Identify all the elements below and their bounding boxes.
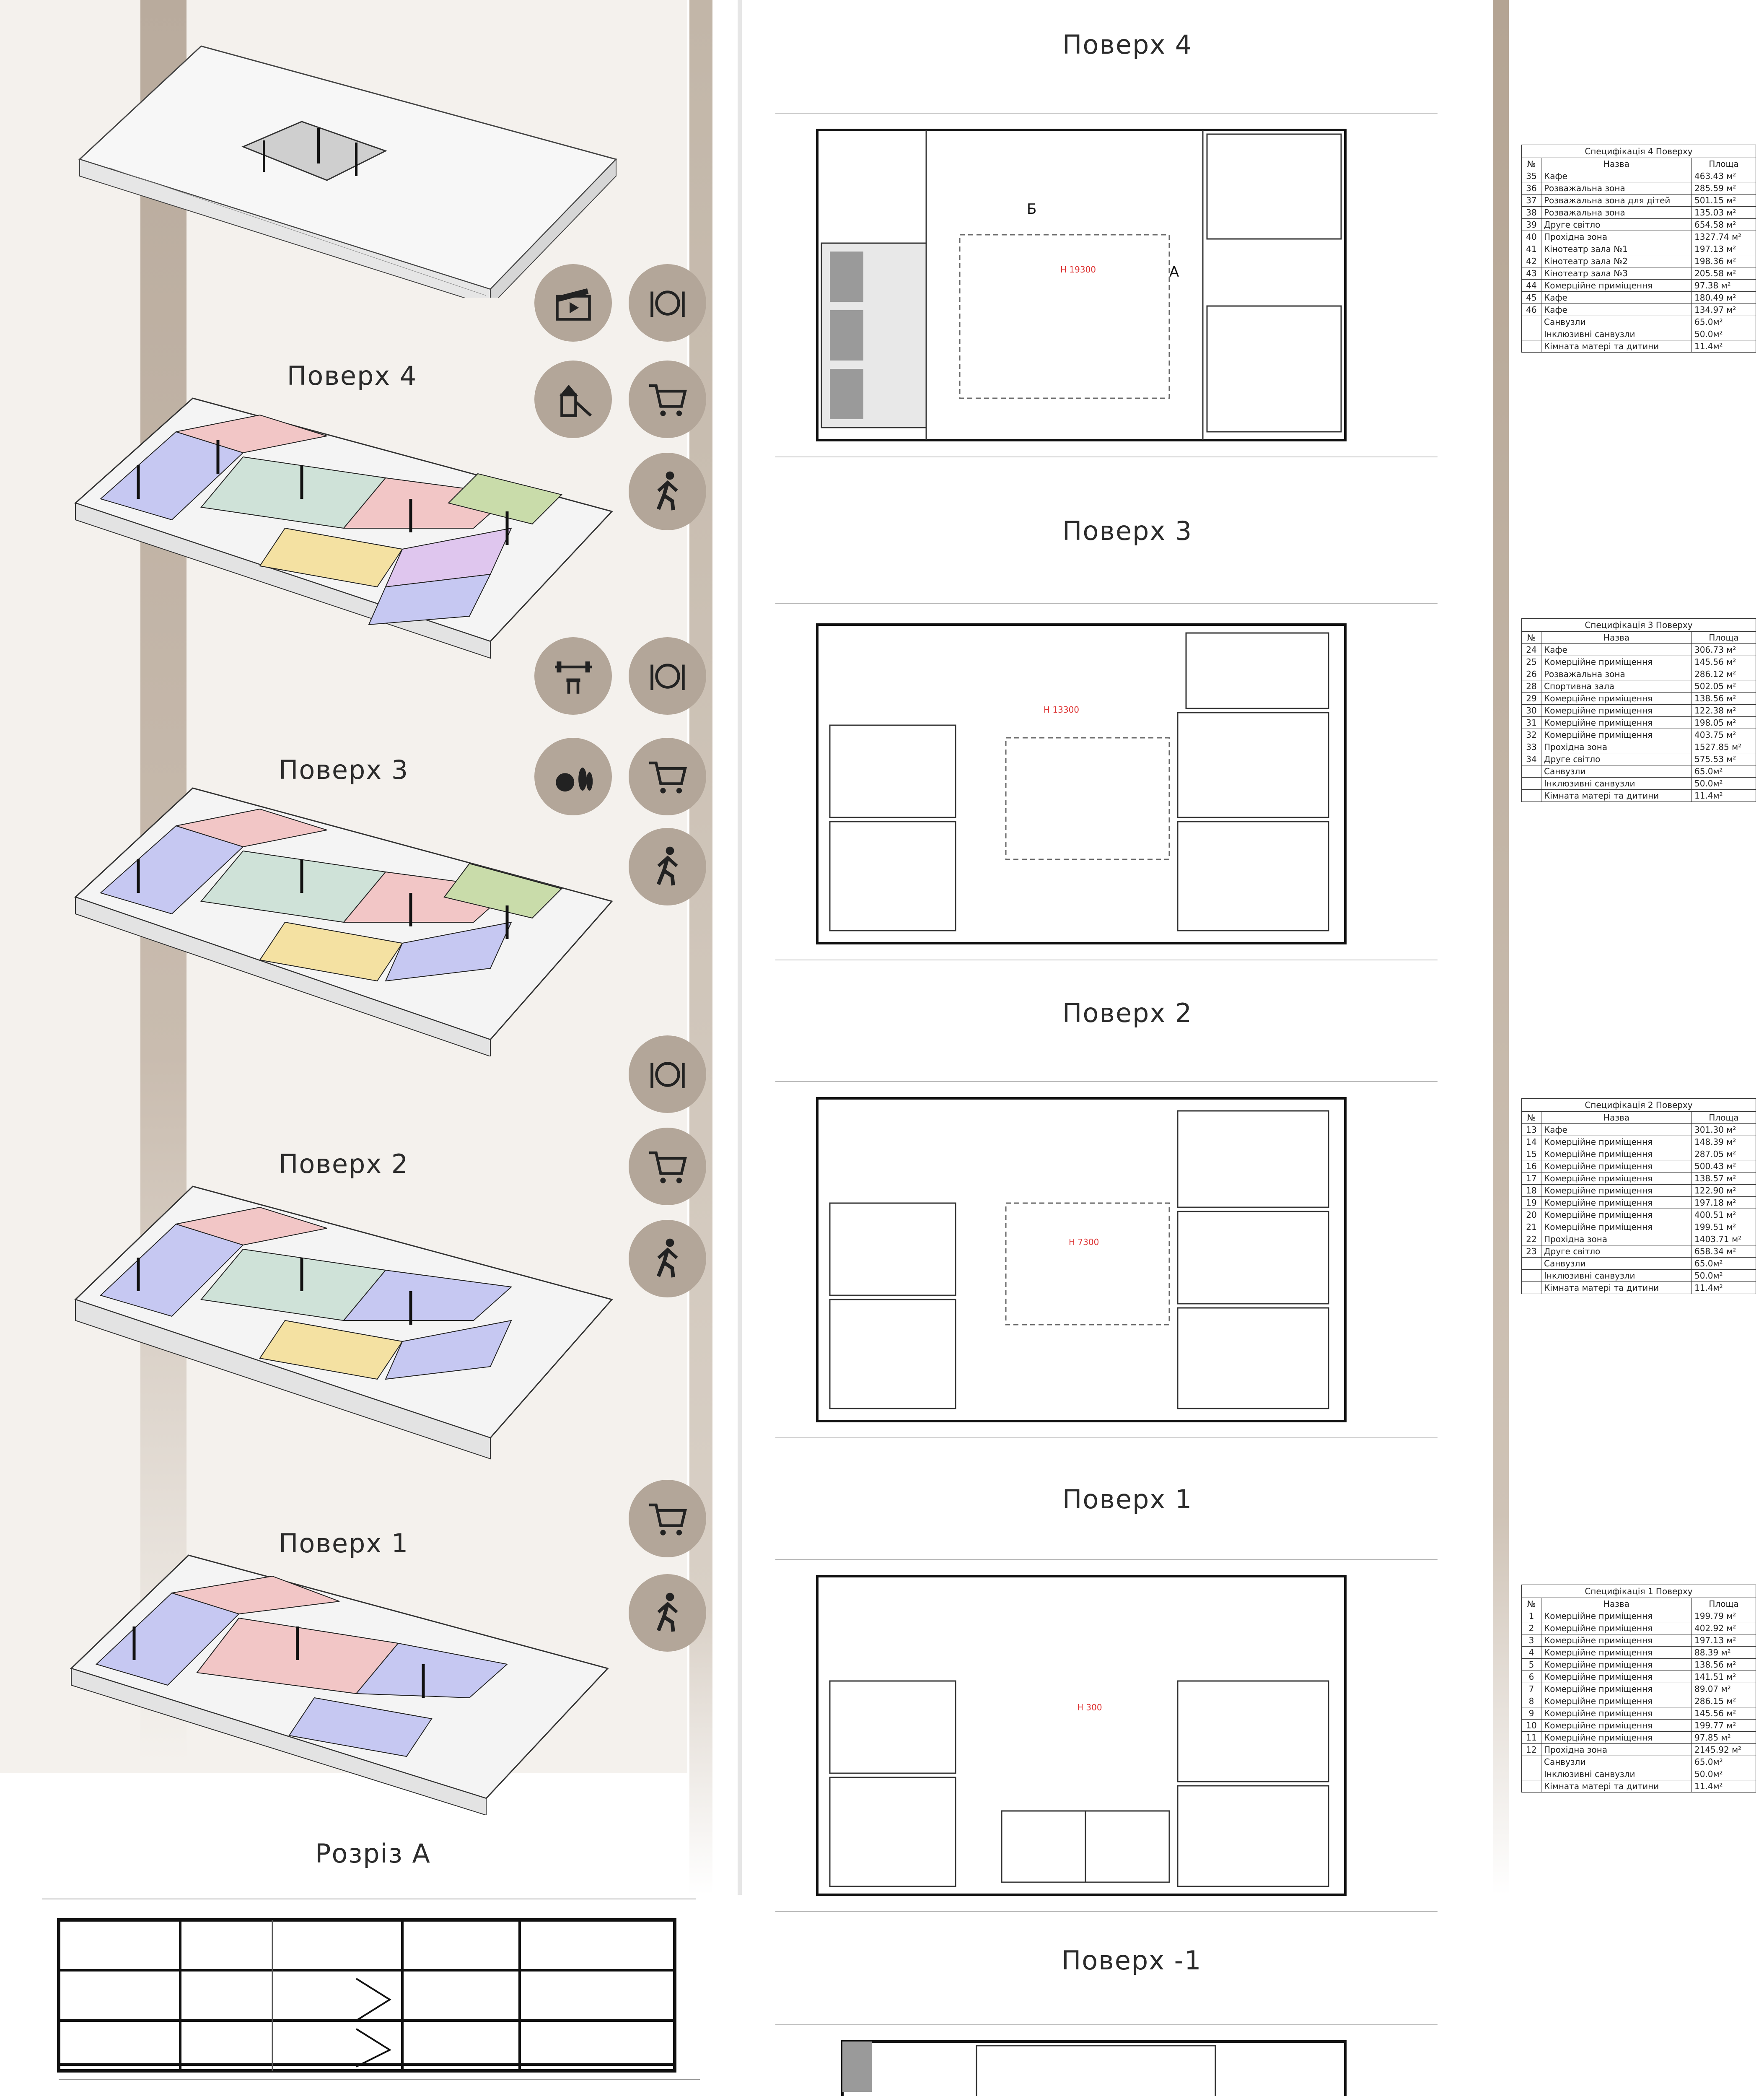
spec-number — [1522, 1768, 1541, 1780]
spec-area: 1327.74 м² — [1692, 231, 1756, 243]
spec-area: 197.13 м² — [1692, 243, 1756, 255]
spec-row — [1522, 316, 1756, 328]
spec-row — [1522, 753, 1756, 765]
spec-name: Комерційне приміщення — [1541, 1707, 1692, 1720]
spec-name: Інклюзивні санвузли — [1541, 778, 1692, 790]
spec-row — [1522, 717, 1756, 729]
section-a-drawing — [38, 1874, 700, 2096]
spec-area: 400.51 м² — [1692, 1209, 1756, 1221]
roof-axonometric — [67, 38, 637, 298]
section-a-title: Розріз А — [315, 1838, 431, 1869]
spec-row — [1522, 170, 1756, 182]
spec-name: Санвузли — [1541, 316, 1692, 328]
spec-name: Інклюзивні санвузли — [1541, 1270, 1692, 1282]
spec-name: Друге світло — [1541, 1245, 1692, 1258]
spec-number: 40 — [1522, 231, 1541, 243]
spec-header: Назва — [1541, 632, 1692, 644]
spec-row — [1522, 1209, 1756, 1221]
spec-header: Площа — [1692, 1112, 1756, 1124]
spec-area: 50.0м² — [1692, 1768, 1756, 1780]
spec-area: 134.97 м² — [1692, 304, 1756, 316]
spec-area: 199.77 м² — [1692, 1720, 1756, 1732]
spec-row — [1522, 680, 1756, 693]
spec-row — [1522, 1258, 1756, 1270]
spec-number: 31 — [1522, 717, 1541, 729]
spec-name: Кінотеатр зала №1 — [1541, 243, 1692, 255]
kids-playground-icon — [534, 361, 612, 438]
spec-number: 22 — [1522, 1233, 1541, 1245]
spec-number: 42 — [1522, 255, 1541, 267]
floor4-spec-rows — [1522, 170, 1756, 353]
spec-row — [1522, 1720, 1756, 1732]
spec-number — [1522, 1282, 1541, 1294]
spec-area: 286.12 м² — [1692, 668, 1756, 680]
spec-area: 180.49 м² — [1692, 292, 1756, 304]
shopping-cart-icon — [629, 738, 706, 815]
spec-number: 33 — [1522, 741, 1541, 753]
spec-row — [1522, 1780, 1756, 1792]
spec-name: Прохідна зона — [1541, 231, 1692, 243]
spec-area: 138.56 м² — [1692, 1659, 1756, 1671]
spec-name: Кімната матері та дитини — [1541, 340, 1692, 353]
plan-floor1-title: Поверх 1 — [1062, 1484, 1193, 1515]
spec-row — [1522, 1282, 1756, 1294]
spec-name: Санвузли — [1541, 1756, 1692, 1768]
spec-row — [1522, 790, 1756, 802]
spec-name: Комерційне приміщення — [1541, 1634, 1692, 1647]
spec-row — [1522, 231, 1756, 243]
spec-area: 65.0м² — [1692, 316, 1756, 328]
spec-area: 197.13 м² — [1692, 1634, 1756, 1647]
iso-floor4-title: Поверх 4 — [287, 361, 417, 391]
spec-name: Комерційне приміщення — [1541, 1659, 1692, 1671]
spec-row — [1522, 304, 1756, 316]
spec-name: Комерційне приміщення — [1541, 280, 1692, 292]
spec-area: 50.0м² — [1692, 778, 1756, 790]
spec-area: 500.43 м² — [1692, 1160, 1756, 1173]
plan-floor4-title: Поверх 4 — [1062, 29, 1193, 60]
spec-number: 19 — [1522, 1197, 1541, 1209]
spec-area: 658.34 м² — [1692, 1245, 1756, 1258]
spec-area: 97.38 м² — [1692, 280, 1756, 292]
spec-number: 13 — [1522, 1124, 1541, 1136]
spec-name: Комерційне приміщення — [1541, 1197, 1692, 1209]
spec-number: 3 — [1522, 1634, 1541, 1647]
floor4-spec-caption: Специфікація 4 Поверху — [1521, 145, 1756, 158]
spec-number: 7 — [1522, 1683, 1541, 1695]
spec-header: Площа — [1692, 1598, 1756, 1610]
spec-number: 12 — [1522, 1744, 1541, 1756]
spec-area: 65.0м² — [1692, 765, 1756, 778]
spec-number — [1522, 790, 1541, 802]
spec-number — [1522, 1258, 1541, 1270]
spec-area: 2145.92 м² — [1692, 1744, 1756, 1756]
spec-number — [1522, 340, 1541, 353]
spec-number: 41 — [1522, 243, 1541, 255]
spec-area: 198.05 м² — [1692, 717, 1756, 729]
floor1-height-mark: Н 300 — [1077, 1702, 1102, 1712]
spec-row — [1522, 765, 1756, 778]
floor1-spec-rows — [1522, 1610, 1756, 1792]
walking-person-icon — [629, 453, 706, 530]
spec-number: 14 — [1522, 1136, 1541, 1148]
floor3-axonometric — [67, 780, 620, 1056]
spec-header: Площа — [1692, 158, 1756, 170]
spec-number: 20 — [1522, 1209, 1541, 1221]
spec-header: № — [1522, 1598, 1541, 1610]
spec-row — [1522, 705, 1756, 717]
spec-area: 286.15 м² — [1692, 1695, 1756, 1707]
spec-area: 285.59 м² — [1692, 182, 1756, 195]
spec-name: Комерційне приміщення — [1541, 1695, 1692, 1707]
food-plate-icon — [629, 264, 706, 342]
right-decorative-band — [1493, 0, 1509, 1895]
spec-name: Комерційне приміщення — [1541, 1173, 1692, 1185]
spec-row — [1522, 644, 1756, 656]
spec-name: Розважальна зона — [1541, 182, 1692, 195]
iso-floor1-title: Поверх 1 — [278, 1528, 409, 1559]
floor3-plan — [775, 587, 1438, 977]
spec-name: Кафе — [1541, 292, 1692, 304]
spec-number: 25 — [1522, 656, 1541, 668]
spec-area: 122.90 м² — [1692, 1185, 1756, 1197]
spec-area: 197.18 м² — [1692, 1197, 1756, 1209]
spec-name: Комерційне приміщення — [1541, 1683, 1692, 1695]
spec-area: 1403.71 м² — [1692, 1233, 1756, 1245]
spec-area: 148.39 м² — [1692, 1136, 1756, 1148]
spec-area: 205.58 м² — [1692, 267, 1756, 280]
spec-name: Комерційне приміщення — [1541, 1185, 1692, 1197]
walking-person-icon — [629, 1220, 706, 1297]
spec-number: 37 — [1522, 195, 1541, 207]
spec-area: 11.4м² — [1692, 340, 1756, 353]
spec-row — [1522, 1756, 1756, 1768]
spec-header: Назва — [1541, 158, 1692, 170]
spec-number: 6 — [1522, 1671, 1541, 1683]
spec-row — [1522, 1221, 1756, 1233]
spec-area: 501.15 м² — [1692, 195, 1756, 207]
spec-number: 24 — [1522, 644, 1541, 656]
floor2-spec-table — [1521, 1098, 1756, 1294]
spec-name: Комерційне приміщення — [1541, 717, 1692, 729]
spec-row — [1522, 255, 1756, 267]
spec-row — [1522, 182, 1756, 195]
spec-header: Назва — [1541, 1598, 1692, 1610]
iso-floor3-title: Поверх 3 — [278, 755, 409, 785]
spec-name: Спортивна зала — [1541, 680, 1692, 693]
spec-area: 122.38 м² — [1692, 705, 1756, 717]
spec-area: 502.05 м² — [1692, 680, 1756, 693]
spec-number: 36 — [1522, 182, 1541, 195]
spec-name: Кімната матері та дитини — [1541, 790, 1692, 802]
spec-number: 1 — [1522, 1610, 1541, 1622]
spec-name: Комерційне приміщення — [1541, 1647, 1692, 1659]
spec-area: 65.0м² — [1692, 1258, 1756, 1270]
floor2-spec-caption: Специфікація 2 Поверху — [1521, 1098, 1756, 1111]
spec-name: Комерційне приміщення — [1541, 1671, 1692, 1683]
spec-area: 138.56 м² — [1692, 693, 1756, 705]
spec-name: Комерційне приміщення — [1541, 1160, 1692, 1173]
spec-area: 65.0м² — [1692, 1756, 1756, 1768]
spec-name: Комерційне приміщення — [1541, 1221, 1692, 1233]
spec-name: Комерційне приміщення — [1541, 1720, 1692, 1732]
spec-row — [1522, 207, 1756, 219]
spec-row — [1522, 1245, 1756, 1258]
spec-name: Друге світло — [1541, 219, 1692, 231]
spec-header: № — [1522, 1112, 1541, 1124]
spec-row — [1522, 1707, 1756, 1720]
spec-area: 135.03 м² — [1692, 207, 1756, 219]
floor3-spec-caption: Специфікація 3 Поверху — [1521, 618, 1756, 631]
spec-area: 654.58 м² — [1692, 219, 1756, 231]
spec-header: Площа — [1692, 632, 1756, 644]
floor4-cut-a-mark: А — [1169, 264, 1179, 280]
spec-name: Друге світло — [1541, 753, 1692, 765]
spec-area: 97.85 м² — [1692, 1732, 1756, 1744]
spec-row — [1522, 741, 1756, 753]
spec-number: 9 — [1522, 1707, 1541, 1720]
spec-row — [1522, 1634, 1756, 1647]
spec-row — [1522, 1148, 1756, 1160]
spec-row — [1522, 778, 1756, 790]
spec-name: Прохідна зона — [1541, 1744, 1692, 1756]
spec-name: Комерційне приміщення — [1541, 1732, 1692, 1744]
spec-name: Комерційне приміщення — [1541, 729, 1692, 741]
spec-area: 11.4м² — [1692, 790, 1756, 802]
spec-row — [1522, 1270, 1756, 1282]
spec-row — [1522, 292, 1756, 304]
spec-header: Назва — [1541, 1112, 1692, 1124]
spec-number — [1522, 1270, 1541, 1282]
spec-number: 16 — [1522, 1160, 1541, 1173]
floor3-spec-rows — [1522, 644, 1756, 802]
floor4-height-mark: Н 19300 — [1060, 265, 1096, 275]
spec-number: 43 — [1522, 267, 1541, 280]
spec-row — [1522, 1732, 1756, 1744]
shopping-cart-icon — [629, 361, 706, 438]
spec-number: 38 — [1522, 207, 1541, 219]
floor4-plan — [775, 96, 1438, 474]
spec-area: 50.0м² — [1692, 1270, 1756, 1282]
spec-number — [1522, 1756, 1541, 1768]
spec-row — [1522, 693, 1756, 705]
spec-name: Комерційне приміщення — [1541, 1209, 1692, 1221]
spec-number: 2 — [1522, 1622, 1541, 1634]
floor4-spec-table — [1521, 145, 1756, 353]
spec-number: 11 — [1522, 1732, 1541, 1744]
spec-number: 18 — [1522, 1185, 1541, 1197]
spec-number: 10 — [1522, 1720, 1541, 1732]
spec-number: 28 — [1522, 680, 1541, 693]
spec-row — [1522, 267, 1756, 280]
plan-floor3-title: Поверх 3 — [1062, 516, 1193, 546]
spec-row — [1522, 1197, 1756, 1209]
spec-number — [1522, 778, 1541, 790]
food-plate-icon — [629, 637, 706, 715]
spec-number: 5 — [1522, 1659, 1541, 1671]
floor2-spec-rows — [1522, 1124, 1756, 1294]
spec-row — [1522, 656, 1756, 668]
spec-area: 301.30 м² — [1692, 1124, 1756, 1136]
spec-name: Прохідна зона — [1541, 1233, 1692, 1245]
spec-number — [1522, 328, 1541, 340]
spec-row — [1522, 1768, 1756, 1780]
spec-number: 4 — [1522, 1647, 1541, 1659]
plan-floor-minus1-title: Поверх -1 — [1061, 1945, 1202, 1976]
spec-row — [1522, 1233, 1756, 1245]
spec-number — [1522, 316, 1541, 328]
spec-number: 35 — [1522, 170, 1541, 182]
walking-person-icon — [629, 828, 706, 905]
spec-name: Розважальна зона — [1541, 207, 1692, 219]
spec-name: Кафе — [1541, 1124, 1692, 1136]
spec-name: Комерційне приміщення — [1541, 705, 1692, 717]
spec-area: 138.57 м² — [1692, 1173, 1756, 1185]
spec-number — [1522, 765, 1541, 778]
spec-row — [1522, 1173, 1756, 1185]
floor2-plan — [775, 1065, 1438, 1455]
floor-minus1-plan — [775, 2008, 1438, 2096]
spec-name: Прохідна зона — [1541, 741, 1692, 753]
spec-number: 8 — [1522, 1695, 1541, 1707]
spec-row — [1522, 1671, 1756, 1683]
spec-header: № — [1522, 632, 1541, 644]
spec-area: 402.92 м² — [1692, 1622, 1756, 1634]
spec-number: 26 — [1522, 668, 1541, 680]
spec-area: 198.36 м² — [1692, 255, 1756, 267]
spec-number: 15 — [1522, 1148, 1541, 1160]
floor1-spec-table — [1521, 1585, 1756, 1792]
spec-row — [1522, 243, 1756, 255]
spec-area: 141.51 м² — [1692, 1671, 1756, 1683]
floor1-plan — [775, 1543, 1438, 1928]
walking-person-icon — [629, 1574, 706, 1652]
spec-number: 46 — [1522, 304, 1541, 316]
floor4-axonometric — [67, 390, 620, 667]
floor3-spec-table — [1521, 618, 1756, 802]
shopping-cart-icon — [629, 1480, 706, 1557]
spec-name: Кінотеатр зала №2 — [1541, 255, 1692, 267]
spec-row — [1522, 195, 1756, 207]
plan-floor2-title: Поверх 2 — [1062, 998, 1193, 1028]
spec-name: Комерційне приміщення — [1541, 1148, 1692, 1160]
spec-name: Комерційне приміщення — [1541, 1610, 1692, 1622]
iso-floor2-title: Поверх 2 — [278, 1149, 409, 1179]
spec-row — [1522, 1744, 1756, 1756]
spec-name: Кінотеатр зала №3 — [1541, 267, 1692, 280]
cinema-icon — [534, 264, 612, 342]
food-plate-icon — [629, 1035, 706, 1113]
spec-number: 34 — [1522, 753, 1541, 765]
spec-area: 89.07 м² — [1692, 1683, 1756, 1695]
spec-area: 11.4м² — [1692, 1780, 1756, 1792]
spec-number — [1522, 1780, 1541, 1792]
spec-row — [1522, 1622, 1756, 1634]
spec-name: Комерційне приміщення — [1541, 1622, 1692, 1634]
spec-row — [1522, 668, 1756, 680]
spec-number: 32 — [1522, 729, 1541, 741]
spec-row — [1522, 729, 1756, 741]
spec-name: Кафе — [1541, 304, 1692, 316]
spec-number: 44 — [1522, 280, 1541, 292]
spec-name: Комерційне приміщення — [1541, 656, 1692, 668]
spec-area: 88.39 м² — [1692, 1647, 1756, 1659]
spec-area: 463.43 м² — [1692, 170, 1756, 182]
middle-divider — [738, 0, 742, 1895]
spec-header: № — [1522, 158, 1541, 170]
spec-row — [1522, 340, 1756, 353]
spec-name: Інклюзивні санвузли — [1541, 1768, 1692, 1780]
spec-name: Кафе — [1541, 170, 1692, 182]
spec-name: Комерційне приміщення — [1541, 1136, 1692, 1148]
spec-area: 306.73 м² — [1692, 644, 1756, 656]
spec-name: Розважальна зона для дітей — [1541, 195, 1692, 207]
spec-name: Санвузли — [1541, 765, 1692, 778]
spec-number: 23 — [1522, 1245, 1541, 1258]
spec-area: 145.56 м² — [1692, 656, 1756, 668]
spec-row — [1522, 219, 1756, 231]
spec-number: 29 — [1522, 693, 1541, 705]
spec-area: 287.05 м² — [1692, 1148, 1756, 1160]
spec-name: Комерційне приміщення — [1541, 693, 1692, 705]
spec-row — [1522, 1683, 1756, 1695]
spec-row — [1522, 1160, 1756, 1173]
floor2-axonometric — [67, 1170, 620, 1463]
spec-number: 21 — [1522, 1221, 1541, 1233]
spec-name: Розважальна зона — [1541, 668, 1692, 680]
spec-number: 39 — [1522, 219, 1541, 231]
spec-row — [1522, 1124, 1756, 1136]
floor2-height-mark: Н 7300 — [1069, 1237, 1099, 1247]
floor1-axonometric — [63, 1547, 633, 1815]
spec-area: 50.0м² — [1692, 328, 1756, 340]
spec-area: 199.51 м² — [1692, 1221, 1756, 1233]
spec-area: 199.79 м² — [1692, 1610, 1756, 1622]
spec-name: Кафе — [1541, 644, 1692, 656]
spec-name: Санвузли — [1541, 1258, 1692, 1270]
gym-barbell-icon — [534, 637, 612, 715]
spec-row — [1522, 280, 1756, 292]
spec-row — [1522, 1659, 1756, 1671]
spec-name: Кімната матері та дитини — [1541, 1282, 1692, 1294]
spec-area: 575.53 м² — [1692, 753, 1756, 765]
floor3-height-mark: Н 13300 — [1044, 705, 1080, 715]
spec-number: 45 — [1522, 292, 1541, 304]
floor4-cut-b-mark: Б — [1027, 201, 1037, 218]
spec-row — [1522, 1610, 1756, 1622]
spec-row — [1522, 328, 1756, 340]
spec-row — [1522, 1647, 1756, 1659]
spec-area: 1527.85 м² — [1692, 741, 1756, 753]
spec-row — [1522, 1136, 1756, 1148]
bowling-icon — [534, 738, 612, 815]
spec-row — [1522, 1185, 1756, 1197]
spec-area: 11.4м² — [1692, 1282, 1756, 1294]
spec-name: Інклюзивні санвузли — [1541, 328, 1692, 340]
spec-number: 17 — [1522, 1173, 1541, 1185]
spec-area: 403.75 м² — [1692, 729, 1756, 741]
spec-number: 30 — [1522, 705, 1541, 717]
floor1-spec-caption: Специфікація 1 Поверху — [1521, 1585, 1756, 1598]
shopping-cart-icon — [629, 1128, 706, 1205]
spec-name: Кімната матері та дитини — [1541, 1780, 1692, 1792]
spec-row — [1522, 1695, 1756, 1707]
spec-area: 145.56 м² — [1692, 1707, 1756, 1720]
